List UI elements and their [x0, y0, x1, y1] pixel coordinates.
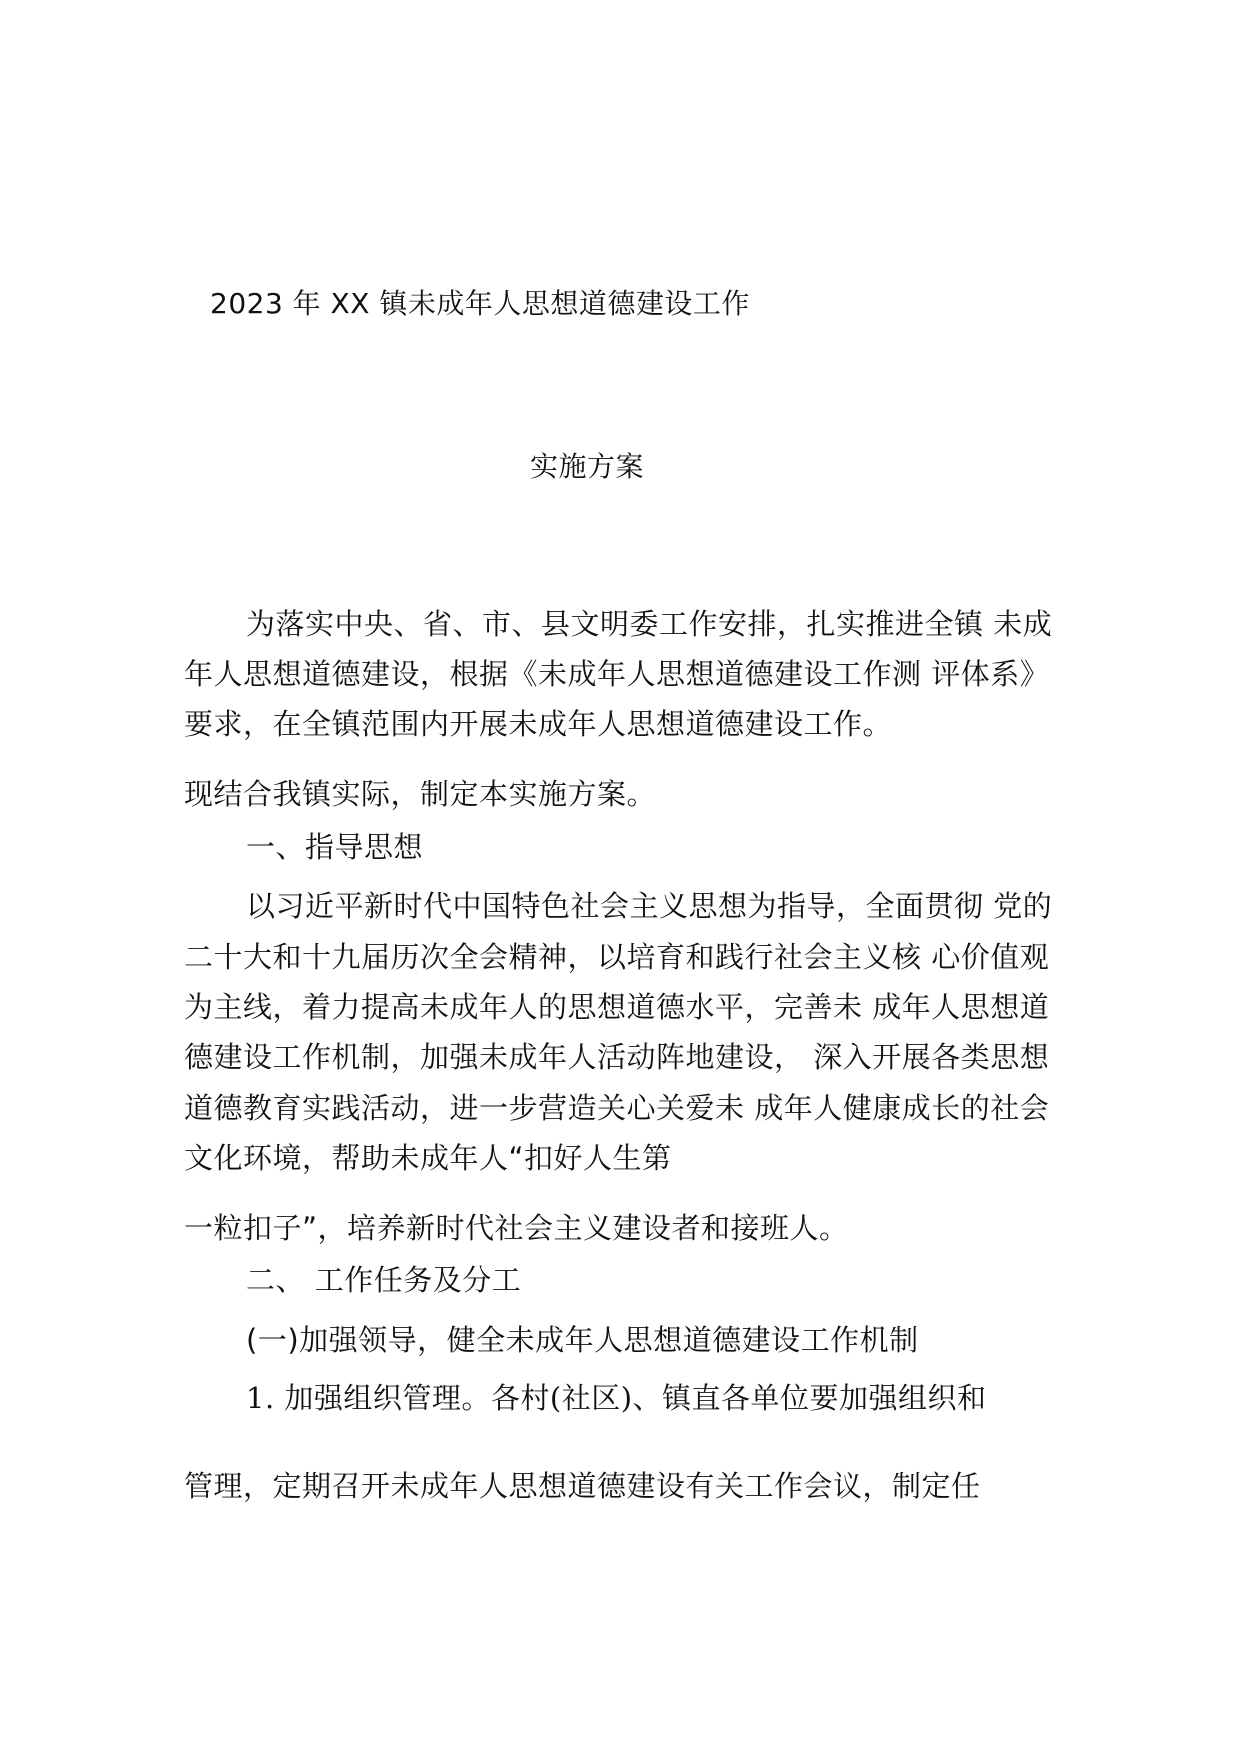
body-line: 为落实中央、省、市、县文明委工作安排，扎实推进全镇 未成: [246, 607, 1053, 641]
body-line: 德建设工作机制，加强未成年人活动阵地建设， 深入开展各类思想: [184, 1040, 1050, 1074]
body-line: 一粒扣子”，培养新时代社会主义建设者和接班人。: [184, 1211, 849, 1245]
subsection-heading: (一)加强领导，健全未成年人思想道德建设工作机制: [246, 1323, 919, 1357]
section-heading-guiding-ideology: 一、指导思想: [246, 830, 424, 864]
body-line: 管理，定期召开未成年人思想道德建设有关工作会议，制定任: [184, 1469, 981, 1503]
body-line: 道德教育实践活动，进一步营造关心关爱未 成年人健康成长的社会: [184, 1091, 1050, 1125]
body-line: 文化环境，帮助未成年人“扣好人生第: [184, 1141, 672, 1175]
numbered-item: 1. 加强组织管理。各村(社区)、镇直各单位要加强组织和: [246, 1381, 987, 1415]
body-line: 以习近平新时代中国特色社会主义思想为指导，全面贯彻 党的: [246, 889, 1053, 923]
section-heading-tasks: 二、 工作任务及分工: [246, 1263, 522, 1297]
document-title-line-1: 2023 年 XX 镇未成年人思想道德建设工作: [210, 287, 750, 320]
body-line: 要求，在全镇范围内开展未成年人思想道德建设工作。: [184, 707, 893, 741]
document-title-line-2: 实施方案: [530, 450, 645, 483]
body-line: 为主线，着力提高未成年人的思想道德水平，完善未 成年人思想道: [184, 990, 1050, 1024]
body-line: 二十大和十九届历次全会精神，以培育和践行社会主义核 心价值观: [184, 940, 1050, 974]
body-line: 现结合我镇实际，制定本实施方案。: [184, 777, 657, 811]
body-line: 年人思想道德建设，根据《未成年人思想道德建设工作测 评体系》: [184, 657, 1050, 691]
